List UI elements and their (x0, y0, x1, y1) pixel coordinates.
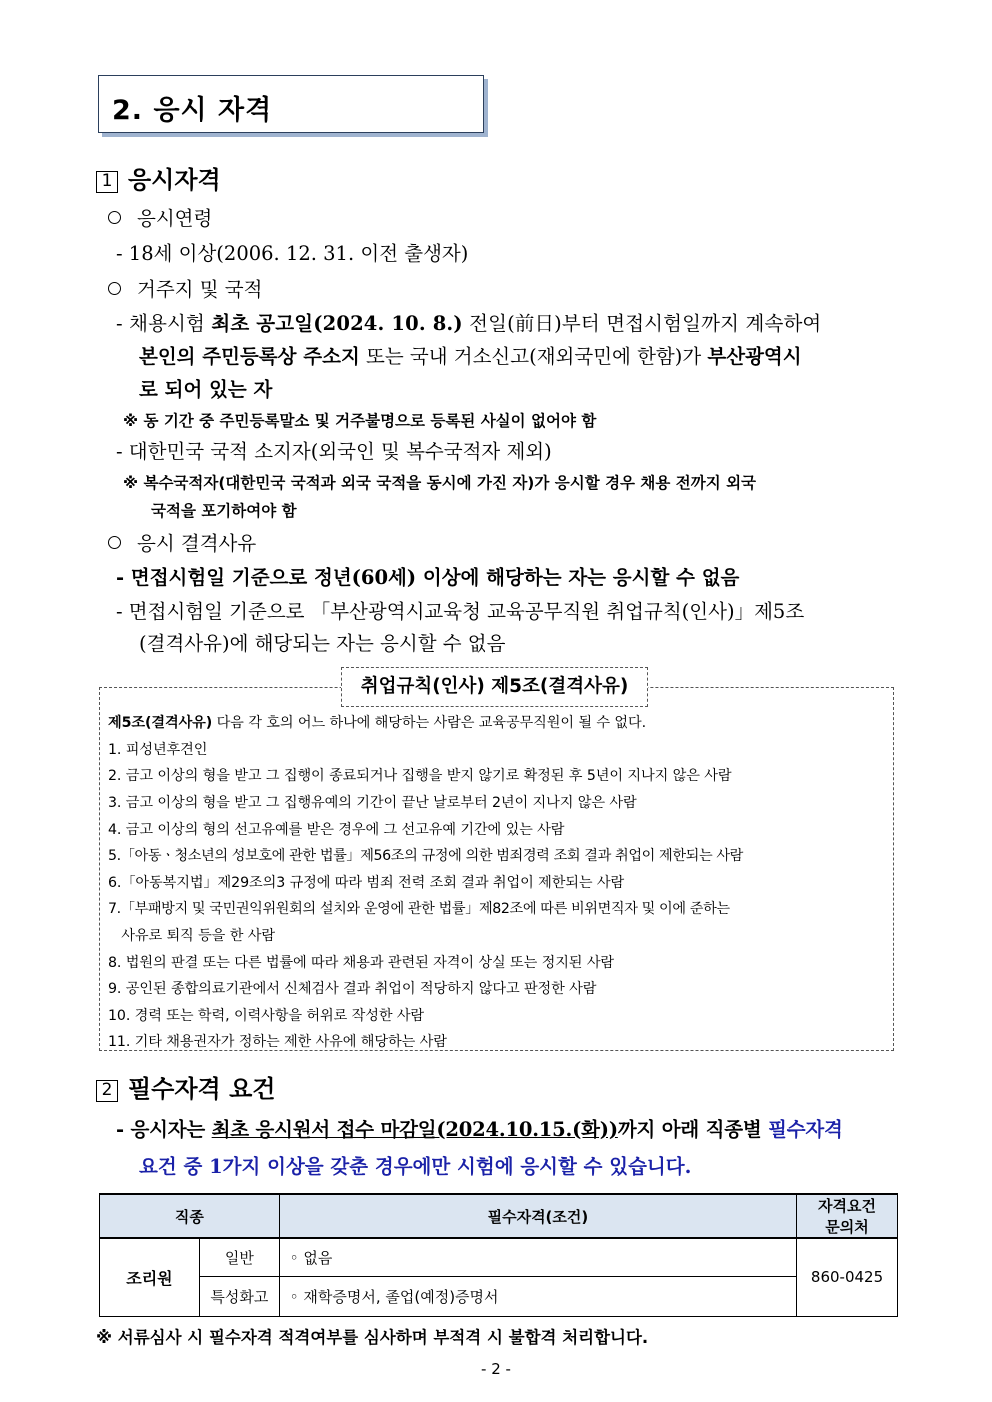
requirement-cell: ◦ 없음 (279, 1238, 796, 1276)
table-row (100, 1238, 898, 1276)
section-title: 2. 응시 자격 (112, 95, 273, 126)
contact-cell: 860-0425 (797, 1238, 898, 1316)
rules-item: 7.「부패방지 및 국민권익위원회의 설치와 운영에 관한 법률」제82조에 따른 비위면직자 및 이에 준하는 (108, 901, 730, 917)
rules-item: 1. 피성년후견인 (108, 742, 208, 758)
nationality-note-line-1: ※ 복수국적자(대한민국 국적과 외국 국적을 동시에 가진 자)가 응시할 경우 채용 전까지 외국 (123, 474, 757, 492)
type-cell: 특성화고 (199, 1276, 279, 1316)
table-row (100, 1276, 898, 1316)
disqualification-label: 응시 결격사유 (108, 528, 256, 556)
subsection-1-heading (96, 160, 221, 195)
circle-bullet-icon (108, 211, 121, 224)
number-box: 1 (96, 171, 118, 193)
requirement-cell: ◦ 재학증명서, 졸업(예정)증명서 (279, 1276, 796, 1316)
number-box: 2 (96, 1080, 118, 1102)
rules-item: 11. 기타 채용권자가 정하는 제한 사유에 해당하는 사람 (108, 1034, 447, 1050)
header-requirement: 필수자격(조건) (279, 1194, 796, 1238)
rules-item: 5.「아동ㆍ청소년의 성보호에 관한 법률」제56조의 규정에 의한 범죄경력 조회 결과 취업이 제한되는 사람 (108, 848, 743, 864)
age-detail: - 18세 이상(2006. 12. 31. 이전 출생자) (116, 242, 469, 265)
subsection-1-title: 응시자격 (128, 166, 221, 194)
circle-bullet-icon (108, 282, 121, 295)
residence-note-1: ※ 동 기간 중 주민등록말소 및 거주불명으로 등록된 사실이 없어야 함 (123, 412, 597, 430)
residence-label: 거주지 및 국적 (108, 274, 262, 302)
qualification-table (99, 1193, 898, 1317)
requirement-line-2: 요건 중 1가지 이상을 갖춘 경우에만 시험에 응시할 수 있습니다. (139, 1155, 692, 1178)
requirement-line-1: - 응시자는 최초 응시원서 접수 마감일(2024.10.15.(화))까지 아래 직종별 필수자격 (116, 1118, 843, 1141)
rules-item: 9. 공인된 종합의료기관에서 신체검사 결과 취업이 적당하지 않다고 판정한 사람 (108, 981, 597, 997)
rules-item: 8. 법원의 판결 또는 다른 법률에 따라 채용과 관련된 자격이 상실 또는 정지된 사람 (108, 955, 615, 971)
subsection-2-heading (96, 1069, 275, 1104)
page-number: - 2 - (481, 1360, 511, 1378)
disqualification-line-1: - 면접시험일 기준으로 정년(60세) 이상에 해당하는 자는 응시할 수 없음 (116, 566, 740, 589)
residence-line-2: 본인의 주민등록상 주소지 또는 국내 거소신고(재외국민에 한함)가 부산광역시 (139, 345, 802, 368)
residence-line-3: 로 되어 있는 자 (139, 378, 273, 401)
nationality-note-line-2: 국적을 포기하여야 함 (151, 502, 297, 520)
disqualification-line-3: (결격사유)에 해당되는 자는 응시할 수 없음 (139, 632, 506, 655)
type-cell: 일반 (199, 1238, 279, 1276)
age-label: 응시연령 (108, 203, 212, 231)
header-job: 직종 (100, 1194, 280, 1238)
residence-line-1: - 채용시험 최초 공고일(2024. 10. 8.) 전일(前日)부터 면접시험일까지 계속하여 (116, 312, 822, 335)
circle-bullet-icon (108, 536, 121, 549)
rules-item: 2. 금고 이상의 형을 받고 그 집행이 종료되거나 집행을 받지 않기로 확정된 후 5년이 지나지 않은 사람 (108, 768, 732, 784)
rules-item: 3. 금고 이상의 형을 받고 그 집행유예의 기간이 끝난 날로부터 2년이 지나지 않은 사람 (108, 795, 637, 811)
rules-item: 4. 금고 이상의 형의 선고유예를 받은 경우에 그 선고유예 기간에 있는 사람 (108, 822, 565, 838)
footnote: ※ 서류심사 시 필수자격 적격여부를 심사하며 부적격 시 불합격 처리합니다. (96, 1328, 649, 1347)
header-contact: 자격요건 문의처 (797, 1194, 898, 1238)
rules-intro: 제5조(결격사유) 다음 각 호의 어느 하나에 해당하는 사람은 교육공무직원이 될 수 없다. (108, 715, 647, 731)
disqualification-line-2: - 면접시험일 기준으로 「부산광역시교육청 교육공무직원 취업규칙(인사)」제5조 (116, 600, 805, 623)
nationality-line: - 대한민국 국적 소지자(외국인 및 복수국적자 제외) (116, 440, 552, 463)
rules-box-title: 취업규칙(인사) 제5조(결격사유) (341, 667, 648, 707)
rules-item: 사유로 퇴직 등을 한 사람 (108, 928, 275, 944)
rules-item: 6.「아동복지법」제29조의3 규정에 따라 범죄 전력 조회 결과 취업이 제한되는 사람 (108, 875, 625, 891)
subsection-2-title: 필수자격 요건 (128, 1075, 276, 1103)
job-cell: 조리원 (100, 1238, 200, 1316)
table-header-row (100, 1194, 898, 1238)
rules-item: 10. 경력 또는 학력, 이력사항을 허위로 작성한 사람 (108, 1008, 425, 1024)
